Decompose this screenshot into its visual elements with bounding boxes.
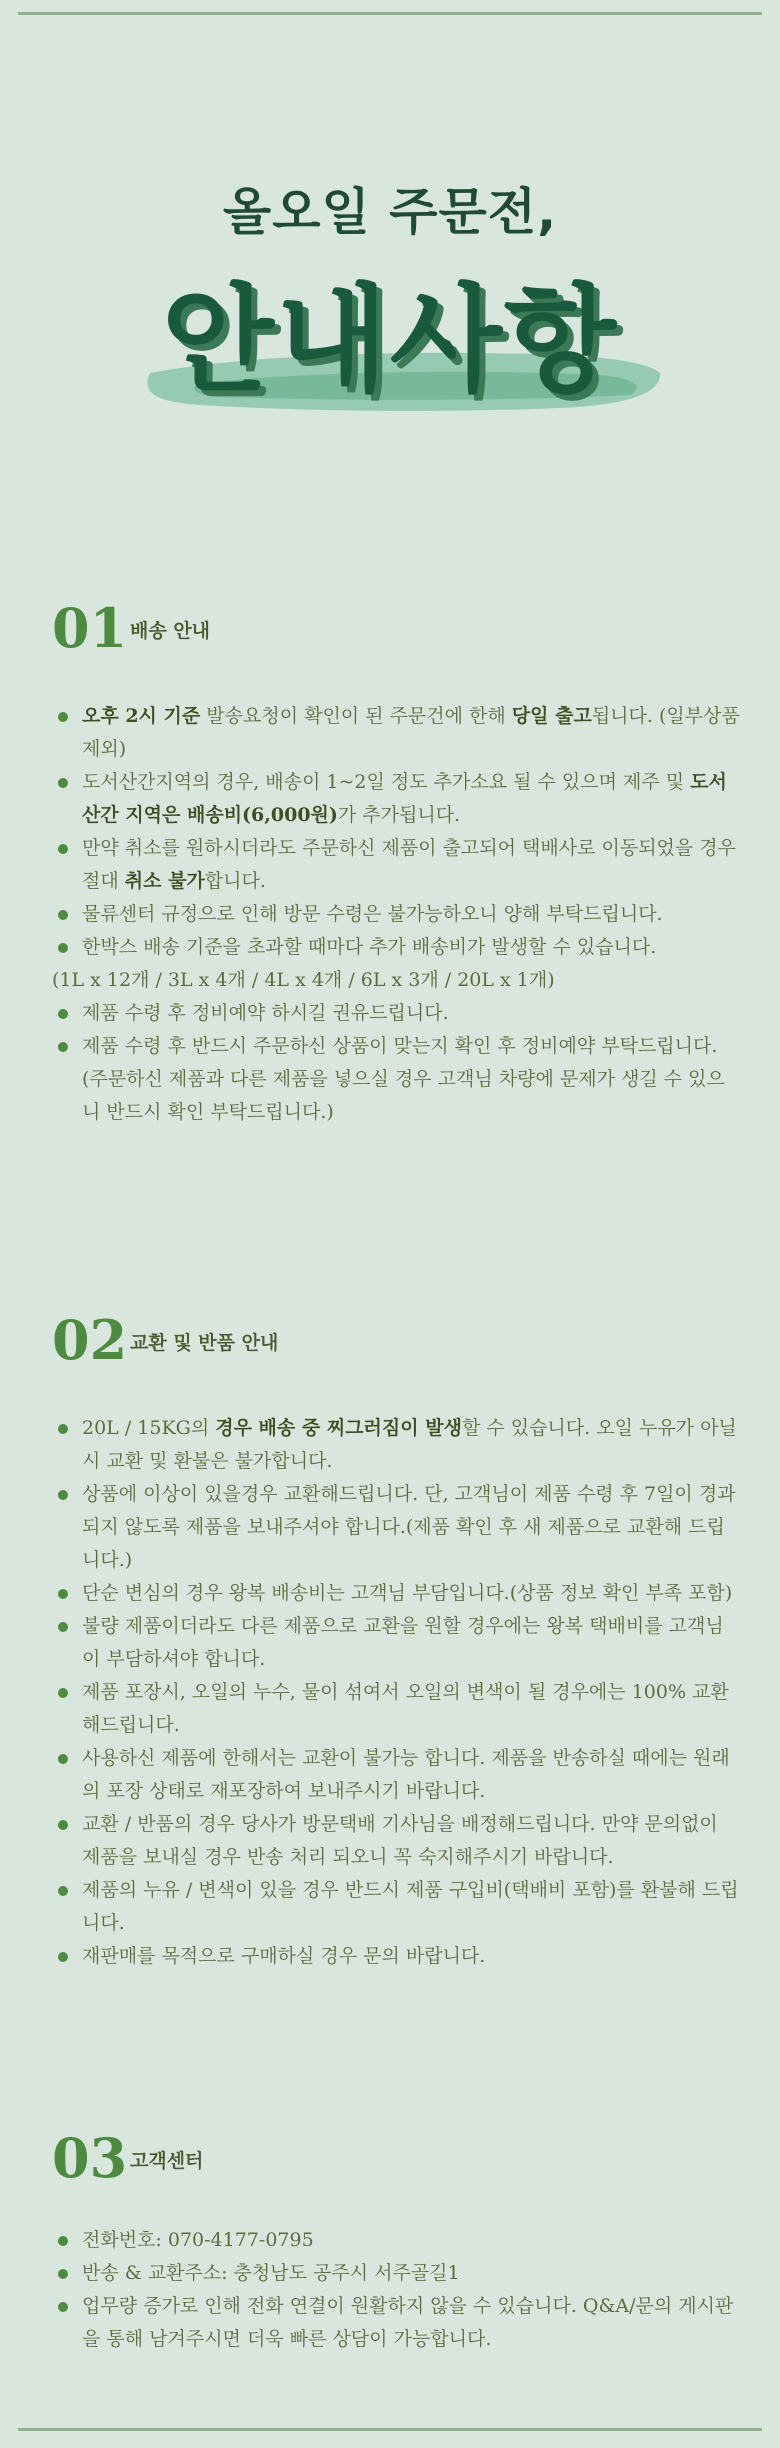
item-text: 됩니다. (일부상품 제외) xyxy=(82,705,740,760)
item-text: 재판매를 목적으로 구매하실 경우 문의 바랍니다. xyxy=(82,1945,486,1967)
emphasis-text: 경우 배송 중 찌그러짐이 발생 xyxy=(215,1417,462,1439)
list-item xyxy=(52,898,742,931)
item-text: 가 추가됩니다. xyxy=(337,804,461,826)
item-text: 제품 수령 후 정비예약 하시길 권유드립니다. xyxy=(82,1002,449,1024)
list-item xyxy=(52,1577,742,1610)
item-text: 제품 포장시, 오일의 누수, 물이 섞여서 오일의 변색이 될 경우에는 100% 교환해드립니다. xyxy=(82,1681,729,1736)
list-item xyxy=(52,766,742,832)
item-text: 상품에 이상이 있을경우 교환해드립니다. 단, 고객님이 제품 수령 후 7일이 경과되지 않도록 제품을 보내주셔야 합니다.(제품 확인 후 새 제품으로 교환해 드립니다.) xyxy=(82,1483,736,1571)
list-item xyxy=(52,1610,742,1676)
item-text: 단순 변심의 경우 왕복 배송비는 고객님 부담입니다.(상품 정보 확인 부족 포함) xyxy=(82,1582,733,1604)
section-header xyxy=(52,598,742,658)
item-text: 제품의 누유 / 변색이 있을 경우 반드시 제품 구입비(택배비 포함)를 환불해 드립니다. xyxy=(82,1879,739,1934)
section-list xyxy=(52,700,742,1129)
item-text: 교환 / 반품의 경우 당사가 방문택배 기사님을 배정해드립니다. 만약 문의없이 제품을 보내실 경우 반송 처리 되오니 꼭 숙지해주시기 바랍니다. xyxy=(82,1813,718,1868)
hero-title: 안내사항 xyxy=(161,273,619,408)
emphasis-text: 도서산간 지역은 배송비(6,000원) xyxy=(82,771,727,826)
section-title: 교환 및 반품 안내 xyxy=(130,1332,279,1354)
hero-banner xyxy=(0,150,780,440)
section-title: 고객센터 xyxy=(130,2150,204,2172)
list-item xyxy=(52,931,742,964)
item-text: 사용하신 제품에 한해서는 교환이 불가능 합니다. 제품을 반송하실 때에는 원래의 포장 상태로 재포장하여 보내주시기 바랍니다. xyxy=(82,1747,730,1802)
item-text: 합니다. xyxy=(204,870,266,892)
section-number: 03 xyxy=(52,2126,128,2190)
list-item xyxy=(52,1478,742,1577)
section-exchange-return xyxy=(52,1310,742,1973)
list-item xyxy=(52,1742,742,1808)
list-item xyxy=(52,1808,742,1874)
list-item xyxy=(52,832,742,898)
list-item xyxy=(52,700,742,766)
list-item xyxy=(52,997,742,1030)
item-text: 도서산간지역의 경우, 배송이 1~2일 정도 추가소요 될 수 있으며 제주 및 xyxy=(82,771,691,793)
section-number: 02 xyxy=(52,1308,128,1372)
item-text: 업무량 증가로 인해 전화 연결이 원활하지 않을 수 있습니다. Q&A/문의 게시판을 통해 남겨주시면 더욱 빠른 상담이 가능합니다. xyxy=(82,2295,734,2350)
section-customer-center xyxy=(52,2128,742,2356)
section-list xyxy=(52,1412,742,1973)
emphasis-text: 취소 불가 xyxy=(124,870,205,892)
emphasis-text: 당일 출고 xyxy=(511,705,592,727)
list-item xyxy=(52,1676,742,1742)
list-item xyxy=(52,1874,742,1940)
list-item xyxy=(52,2257,742,2290)
hero-subtitle: 올오일 주문전, xyxy=(222,183,558,241)
item-text: 제품 수령 후 반드시 주문하신 상품이 맞는지 확인 후 정비예약 부탁드립니다. (주문하신 제품과 다른 제품을 넣으실 경우 고객님 차량에 문제가 생길 수 있으니 반드시 확인 부탁드립니다.) xyxy=(82,1035,725,1123)
item-text: 불량 제품이더라도 다른 제품으로 교환을 원할 경우에는 왕복 택배비를 고객님이 부담하셔야 합니다. xyxy=(82,1615,724,1670)
section-title: 배송 안내 xyxy=(130,620,211,642)
emphasis-text: 오후 2시 기준 xyxy=(82,705,201,727)
list-item xyxy=(52,1030,742,1129)
list-note xyxy=(52,964,742,997)
item-text: 반송 & 교환주소: 충청남도 공주시 서주골길1 xyxy=(82,2262,460,2284)
section-number: 01 xyxy=(52,596,128,660)
hero-title-wrap xyxy=(0,245,780,425)
item-text: 20L / 15KG의 xyxy=(82,1417,216,1439)
section-header xyxy=(52,1310,742,1370)
section-header xyxy=(52,2128,742,2188)
list-item xyxy=(52,1940,742,1973)
list-item xyxy=(52,2290,742,2356)
item-text: 한박스 배송 기준을 초과할 때마다 추가 배송비가 발생할 수 있습니다. xyxy=(82,936,657,958)
list-item xyxy=(52,2224,742,2257)
item-text: (1L x 12개 / 3L x 4개 / 4L x 4개 / 6L x 3개 / 20L x 1개) xyxy=(52,969,555,991)
bottom-divider xyxy=(18,2428,762,2431)
section-shipping xyxy=(52,598,742,1129)
item-text: 전화번호: 070-4177-0795 xyxy=(82,2229,314,2251)
top-divider xyxy=(18,12,762,15)
section-list xyxy=(52,2224,742,2356)
list-item xyxy=(52,1412,742,1478)
item-text: 발송요청이 확인이 된 주문건에 한해 xyxy=(200,705,512,727)
item-text: 물류센터 규정으로 인해 방문 수령은 불가능하오니 양해 부탁드립니다. xyxy=(82,903,663,925)
item-text: 만약 취소를 원하시더라도 주문하신 제품이 출고되어 택배사로 이동되었을 경우 절대 xyxy=(82,837,736,892)
item-text: 할 수 있습니다. 오일 누유가 아닐 시 교환 및 환불은 불가합니다. xyxy=(82,1417,737,1472)
